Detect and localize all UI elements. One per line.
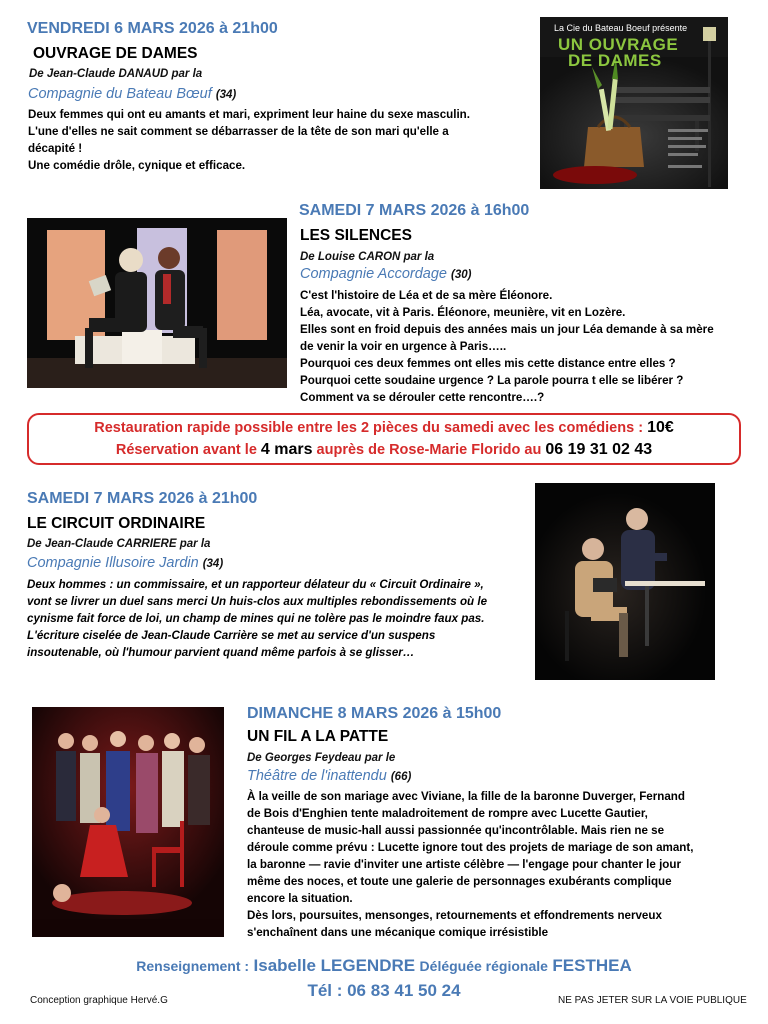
desc-line: Comment va se dérouler cette rencontre….? <box>300 391 545 404</box>
desc-line: Pourquoi cette soudaine urgence ? La parole pourra t elle se libérer ? <box>300 374 684 387</box>
desc-line: même des noces, et toute une galerie de personnages exubérants complique <box>247 875 672 888</box>
event-4-date: DIMANCHE 8 MARS 2026 à 15h00 <box>247 705 502 722</box>
desc-line: décapité ! <box>28 142 83 155</box>
company-dept: (30) <box>451 269 472 281</box>
banner-line-1 <box>29 419 739 437</box>
desc-line: insoutenable, où l'humour parvient quand même parfois à se glisser… <box>27 646 415 659</box>
footer-credit: Conception graphique Hervé.G <box>30 995 168 1006</box>
desc-line: déroule comme prévu : Lucette ignore tout des projets de mariage de son amant, <box>247 841 694 854</box>
footer-role: Déléguée régionale <box>419 958 548 974</box>
event-4-photo <box>32 707 224 937</box>
event-3-photo <box>535 483 715 680</box>
banner-reservation: Réservation avant le <box>115 442 257 458</box>
event-3-title: LE CIRCUIT ORDINAIRE <box>27 515 206 532</box>
stage-photo <box>27 218 287 388</box>
desc-line: chanteuse de music-hall aussi passionnée qu'incontrôlable. Mais rien ne se <box>247 824 665 837</box>
company-name: Compagnie Illusoire Jardin <box>27 555 199 571</box>
desc-line: de Bois d'Enghien tente maladroitement de rompre avec Lucette Gautier, <box>247 807 648 820</box>
event-3-description <box>27 576 487 661</box>
event-4-author: De Georges Feydeau par le <box>247 752 396 764</box>
event-4-description <box>247 788 693 941</box>
poster-presents: La Cie du Bateau Boeuf présente <box>554 23 688 33</box>
desc-line: Deux femmes qui ont eu amants et mari, expriment leur haine du sexe masculin. <box>28 108 470 121</box>
company-name: Théâtre de l'inattendu <box>247 768 387 784</box>
event-2-title: LES SILENCES <box>300 227 412 244</box>
desc-line: C'est l'histoire de Léa et de sa mère Éléonore. <box>300 289 553 302</box>
desc-line: L'une d'elles ne sait comment se débarrasser de la tête de son mari qu'elle a <box>28 125 449 138</box>
event-1-author: De Jean-Claude DANAUD par la <box>29 68 203 80</box>
event-3-author: De Jean-Claude CARRIERE par la <box>27 538 211 550</box>
desc-line: de venir la voir en urgence à Paris….. <box>300 340 507 353</box>
footer-contact <box>0 956 768 976</box>
desc-line: Dès lors, poursuites, mensonges, retournements et effondrements nerveux <box>247 909 662 922</box>
stage-photo <box>535 483 715 680</box>
company-name: Compagnie du Bateau Bœuf <box>28 86 212 102</box>
footer-notice: NE PAS JETER SUR LA VOIE PUBLIQUE <box>558 995 747 1006</box>
desc-line: Une comédie drôle, cynique et efficace. <box>28 159 246 172</box>
event-4-company <box>247 768 411 784</box>
desc-line: Elles sont en froid depuis des années mais un jour Léa demande à sa mère <box>300 323 714 336</box>
desc-line: Deux hommes : un commissaire, et un rapporteur délateur du « Circuit Ordinaire », <box>27 578 484 591</box>
footer-org: FESTHEA <box>552 956 632 975</box>
event-1-title: OUVRAGE DE DAMES <box>33 45 198 62</box>
poster-title-1: UN OUVRAGE <box>558 35 679 54</box>
event-2-company <box>300 266 471 282</box>
banner-phone: 06 19 31 02 43 <box>545 441 653 458</box>
desc-line: cynisme fait force de loi, un champ de mines qui ne tolère pas le moindre faux pas. <box>27 612 485 625</box>
event-2-author: De Louise CARON par la <box>300 251 435 263</box>
poster-title-2: DE DAMES <box>568 51 662 70</box>
desc-line: la baronne — ravie d'inviter une artiste célèbre — l'engage pour chanter le jour <box>247 858 681 871</box>
event-3-date: SAMEDI 7 MARS 2026 à 21h00 <box>27 490 258 507</box>
desc-line: s'enchaînent dans une mécanique comique irrésistible <box>247 926 549 939</box>
banner-price: 10€ <box>647 419 674 436</box>
desc-line: Léa, avocate, vit à Paris. Éléonore, meunière, vit en Lozère. <box>300 306 626 319</box>
event-1-date: VENDREDI 6 MARS 2026 à 21h00 <box>27 20 278 37</box>
company-dept: (34) <box>215 89 237 101</box>
restaurant-banner <box>27 413 741 465</box>
desc-line: vont se livrer un duel sans merci Un huis-clos aux multiples rebondissements où le <box>27 595 488 608</box>
banner-deadline: 4 mars <box>260 441 313 458</box>
event-1-poster <box>540 17 728 189</box>
event-3-company <box>27 555 223 571</box>
footer-phone: Tél : 06 83 41 50 24 <box>307 981 461 1000</box>
desc-line: encore la situation. <box>247 892 353 905</box>
company-dept: (34) <box>202 558 224 570</box>
footer-renseignement: Renseignement : <box>136 958 250 974</box>
event-2-photo <box>27 218 287 388</box>
stage-photo <box>32 707 224 937</box>
desc-line: À la veille de son mariage avec Viviane, la fille de la baronne Duverger, Fernand <box>247 790 685 803</box>
event-2-date: SAMEDI 7 MARS 2026 à 16h00 <box>299 202 530 219</box>
event-2-description <box>300 287 714 406</box>
event-4-title: UN FIL A LA PATTE <box>247 728 389 745</box>
desc-line: L'écriture ciselée de Jean-Claude Carrière se met au service d'un suspens <box>27 629 436 642</box>
banner-contact: auprès de Rose-Marie Florido au <box>316 442 542 458</box>
company-dept: (66) <box>390 771 412 783</box>
footer-name: Isabelle LEGENDRE <box>253 956 416 975</box>
event-1-description <box>28 106 470 174</box>
banner-line-2 <box>29 441 739 459</box>
desc-line: Pourquoi ces deux femmes ont elles mis cette distance entre elles ? <box>300 357 676 370</box>
event-1-company <box>28 86 236 102</box>
company-name: Compagnie Accordage <box>300 266 447 282</box>
banner-text: Restauration rapide possible entre les 2 pièces du samedi avec les comédiens : <box>94 420 644 436</box>
